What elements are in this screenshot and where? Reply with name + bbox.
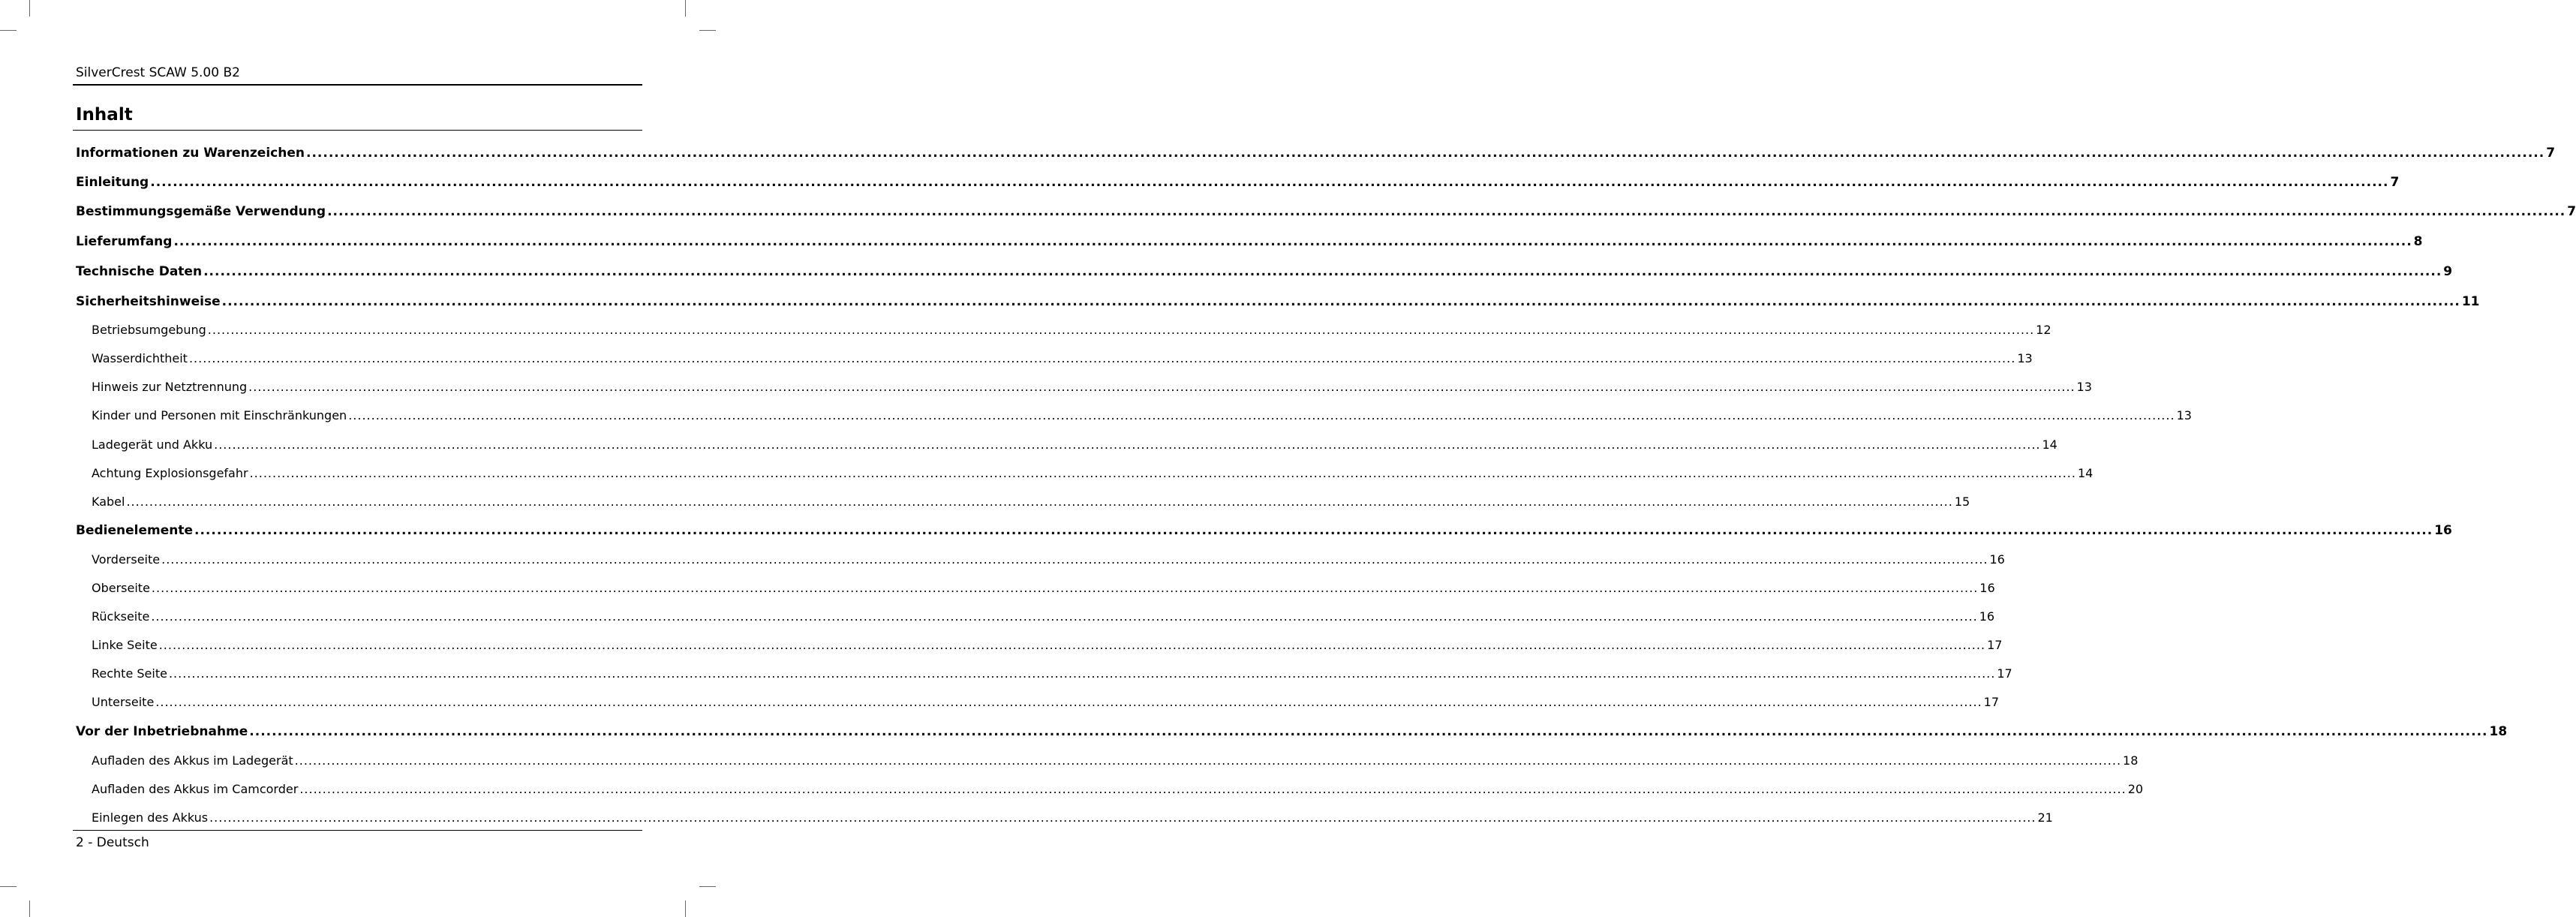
toc-entry-label: Informationen zu Warenzeichen [76, 146, 305, 161]
toc-entry-page-number: 13 [2076, 380, 2092, 394]
toc-entry-label: Unterseite [92, 695, 155, 709]
toc-entry-page-number: 17 [1987, 638, 2003, 652]
toc-section-entry [92, 753, 2139, 768]
toc-entry-page-number: 9 [2443, 264, 2453, 279]
toc-leader-dots: ................................................................................................................................................................................................................................................................................................................................................................................................................ [327, 204, 2566, 219]
toc-chapter-entry [76, 146, 2556, 161]
toc-leader-dots: ................................................................................................................................................................................................................................................................................................................................................................................................................ [168, 666, 1996, 681]
toc-entry-label: Betriebsumgebung [92, 323, 206, 337]
toc-section-entry [92, 581, 1995, 595]
toc-entry-label: Oberseite [92, 581, 150, 595]
toc-section-entry [92, 609, 1995, 624]
toc-leader-dots: ................................................................................................................................................................................................................................................................................................................................................................................................................ [305, 146, 2545, 161]
crop-mark [0, 30, 17, 31]
toc-entry-label: Wasserdichtheit [92, 351, 188, 365]
toc-chapter-entry [76, 294, 2480, 309]
toc-entry-label: Vor der Inbetriebnahme [76, 724, 248, 739]
toc-entry-page-number: 17 [1997, 666, 2012, 681]
toc-entry-page-number: 16 [1989, 552, 2005, 567]
toc-entry-page-number: 11 [2461, 294, 2480, 309]
toc-entry-page-number: 14 [2042, 437, 2057, 452]
toc-entry-page-number: 16 [1979, 581, 1995, 595]
toc-leader-dots: ................................................................................................................................................................................................................................................................................................................................................................................................................ [188, 351, 2016, 365]
toc-leader-dots: ................................................................................................................................................................................................................................................................................................................................................................................................................ [203, 264, 2442, 279]
toc-entry-page-number: 16 [2434, 523, 2452, 538]
toc-leader-dots: ................................................................................................................................................................................................................................................................................................................................................................................................................ [158, 638, 1986, 652]
toc-leader-dots: ................................................................................................................................................................................................................................................................................................................................................................................................................ [248, 380, 2076, 394]
toc-chapter-entry [76, 204, 2576, 219]
crop-mark [29, 0, 30, 17]
toc-entry-label: Sicherheitshinweise [76, 294, 221, 309]
title-rule [73, 130, 642, 131]
toc-leader-dots: ................................................................................................................................................................................................................................................................................................................................................................................................................ [151, 581, 1979, 595]
crop-mark [0, 886, 17, 887]
toc-entry-page-number: 7 [2567, 204, 2576, 219]
crop-mark [29, 900, 30, 917]
toc-entry-label: Einlegen des Akkus [92, 810, 209, 825]
toc-entry-label: Hinweis zur Netztrennung [92, 380, 248, 394]
toc-leader-dots: ................................................................................................................................................................................................................................................................................................................................................................................................................ [155, 695, 1982, 709]
toc-section-entry [92, 408, 2192, 422]
toc-entry-page-number: 13 [2017, 351, 2033, 365]
toc-leader-dots: ................................................................................................................................................................................................................................................................................................................................................................................................................ [150, 175, 2389, 190]
toc-entry-label: Ladegerät und Akku [92, 437, 213, 452]
toc-entry-label: Kabel [92, 495, 125, 509]
toc-entry-page-number: 16 [1979, 609, 1995, 624]
toc-chapter-entry [76, 175, 2400, 190]
crop-mark [685, 0, 686, 17]
toc-leader-dots: ................................................................................................................................................................................................................................................................................................................................................................................................................ [209, 810, 2036, 825]
toc-chapter-entry [76, 234, 2423, 249]
toc-section-entry [92, 351, 2033, 365]
toc-section-entry [92, 810, 2053, 825]
toc-entry-page-number: 15 [1954, 495, 1970, 509]
toc-leader-dots: ................................................................................................................................................................................................................................................................................................................................................................................................................ [126, 495, 1953, 509]
toc-leader-dots: ................................................................................................................................................................................................................................................................................................................................................................................................................ [207, 323, 2035, 337]
toc-leader-dots: ................................................................................................................................................................................................................................................................................................................................................................................................................ [348, 408, 2175, 422]
toc-section-entry [92, 437, 2057, 452]
crop-mark [699, 886, 716, 887]
toc-entry-label: Lieferumfang [76, 234, 173, 249]
toc-leader-dots: ................................................................................................................................................................................................................................................................................................................................................................................................................ [151, 609, 1978, 624]
toc-entry-page-number: 7 [2390, 175, 2400, 190]
crop-mark [699, 30, 716, 31]
page-title: Inhalt [76, 105, 133, 125]
toc-entry-label: Achtung Explosionsgefahr [92, 466, 248, 480]
toc-leader-dots: ................................................................................................................................................................................................................................................................................................................................................................................................................ [221, 294, 2460, 309]
toc-section-entry [92, 466, 2094, 480]
toc-section-entry [92, 638, 2003, 652]
toc-entry-page-number: 12 [2036, 323, 2051, 337]
toc-leader-dots: ................................................................................................................................................................................................................................................................................................................................................................................................................ [249, 466, 2076, 480]
toc-entry-label: Aufladen des Akkus im Camcorder [92, 782, 299, 796]
toc-entry-label: Bestimmungsgemäße Verwendung [76, 204, 326, 219]
toc-chapter-entry [76, 523, 2452, 538]
toc-leader-dots: ................................................................................................................................................................................................................................................................................................................................................................................................................ [294, 753, 2122, 768]
toc-entry-label: Kinder und Personen mit Einschränkungen [92, 408, 347, 422]
toc-leader-dots: ................................................................................................................................................................................................................................................................................................................................................................................................................ [194, 523, 2433, 538]
toc-leader-dots: ................................................................................................................................................................................................................................................................................................................................................................................................................ [161, 552, 1988, 567]
toc-entry-label: Technische Daten [76, 264, 203, 279]
toc-entry-label: Einleitung [76, 175, 149, 190]
toc-chapter-entry [76, 264, 2453, 279]
toc-entry-page-number: 21 [2037, 810, 2053, 825]
toc-section-entry [92, 380, 2092, 394]
toc-entry-label: Rückseite [92, 609, 150, 624]
header-rule [73, 84, 642, 86]
toc-entry-page-number: 17 [1983, 695, 2000, 709]
toc-section-entry [92, 552, 2005, 567]
toc-chapter-entry [76, 724, 2508, 739]
toc-section-entry [92, 666, 2012, 681]
toc-entry-page-number: 18 [2123, 753, 2139, 768]
toc-entry-page-number: 14 [2077, 466, 2094, 480]
toc-entry-label: Aufladen des Akkus im Ladegerät [92, 753, 293, 768]
toc-entry-page-number: 8 [2413, 234, 2423, 249]
toc-entry-label: Vorderseite [92, 552, 161, 567]
toc-entry-label: Linke Seite [92, 638, 158, 652]
toc-leader-dots: ................................................................................................................................................................................................................................................................................................................................................................................................................ [249, 724, 2488, 739]
toc-entry-page-number: 20 [2127, 782, 2144, 796]
running-header: SilverCrest SCAW 5.00 B2 [76, 65, 240, 80]
toc-section-entry [92, 695, 2000, 709]
toc-entry-page-number: 13 [2176, 408, 2192, 422]
crop-mark [685, 900, 686, 917]
toc-leader-dots: ................................................................................................................................................................................................................................................................................................................................................................................................................ [173, 234, 2412, 249]
toc-leader-dots: ................................................................................................................................................................................................................................................................................................................................................................................................................ [299, 782, 2127, 796]
toc-entry-page-number: 18 [2489, 724, 2508, 739]
page-footer: 2 - Deutsch [76, 835, 149, 850]
toc-entry-label: Bedienelemente [76, 523, 194, 538]
toc-section-entry [92, 495, 1970, 509]
toc-entry-label: Rechte Seite [92, 666, 167, 681]
toc-section-entry [92, 782, 2144, 796]
footer-rule [73, 830, 642, 831]
toc-entry-page-number: 7 [2546, 146, 2556, 161]
toc-section-entry [92, 323, 2051, 337]
toc-leader-dots: ................................................................................................................................................................................................................................................................................................................................................................................................................ [214, 437, 2041, 452]
